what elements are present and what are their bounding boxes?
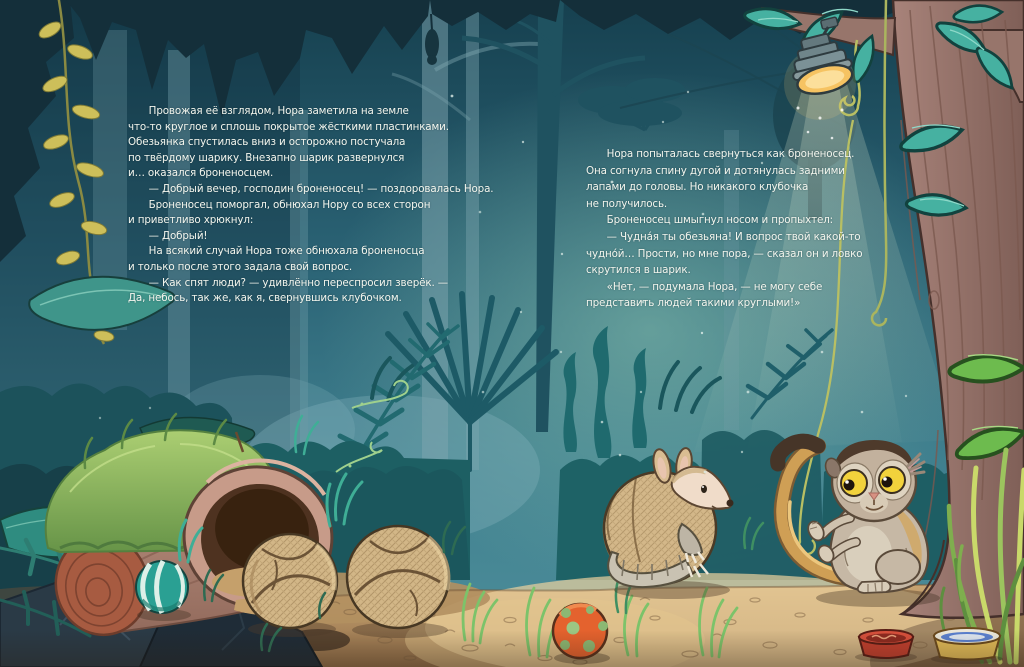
- story-line: — Как спят люди? — удивлённо переспросил зверёк. —: [148, 275, 448, 289]
- story-line: Броненосец шмыгнул носом и пропыхтел:: [606, 213, 834, 227]
- story-line: Нора попыталась свернуться как броненосец.: [606, 147, 855, 160]
- story-line: Обезьянка спустилась вниз и осторожно постучала: [128, 135, 406, 149]
- story-text-left: [128, 103, 493, 306]
- story-line: На всякий случай Нора тоже обнюхала броненосца: [148, 244, 425, 258]
- story-line: Она согнула спину дугой и дотянулась задними: [586, 163, 845, 177]
- story-line: и… оказался броненосцем.: [128, 166, 274, 180]
- story-line: не получилось.: [586, 196, 668, 210]
- story-line: «Нет, — подумала Нора, — не могу себе: [606, 279, 823, 293]
- story-line: Провожая её взглядом, Нора заметила на земле: [148, 104, 409, 117]
- teal-striped-ball: [136, 561, 191, 621]
- story-line: представить людей такими круглыми!»: [586, 296, 801, 310]
- story-line: Броненосец поморгал, обнюхал Нору со всех сторон: [148, 197, 431, 211]
- story-line: Да, небось, так же, как я, свернувшись клубочком.: [128, 291, 402, 305]
- story-line: — Добрый!: [148, 228, 208, 242]
- story-line: по твёрдому шарику. Внезапно шарик развернулся: [128, 150, 405, 164]
- story-text-right: [586, 146, 862, 312]
- story-line: лапами до головы. Но никакого клубочка: [586, 180, 809, 194]
- story-line: и только после этого задала свой вопрос.: [128, 259, 353, 273]
- story-line: чудно́й… Прости, но мне пора, — сказал он и ловко: [586, 246, 863, 260]
- bottom-vignette: [0, 630, 1024, 667]
- story-line: что-то круглое и сплошь покрытое жёсткими пластинками.: [128, 119, 449, 133]
- story-line: и приветливо хрюкнул:: [128, 213, 254, 227]
- story-line: скрутился в шарик.: [586, 263, 691, 277]
- story-line: — Добрый вечер, господин броненосец! — поздоровалась Нора.: [148, 181, 494, 195]
- story-line: — Чудна́я ты обезьяна! И вопрос твой какой-то: [606, 229, 861, 243]
